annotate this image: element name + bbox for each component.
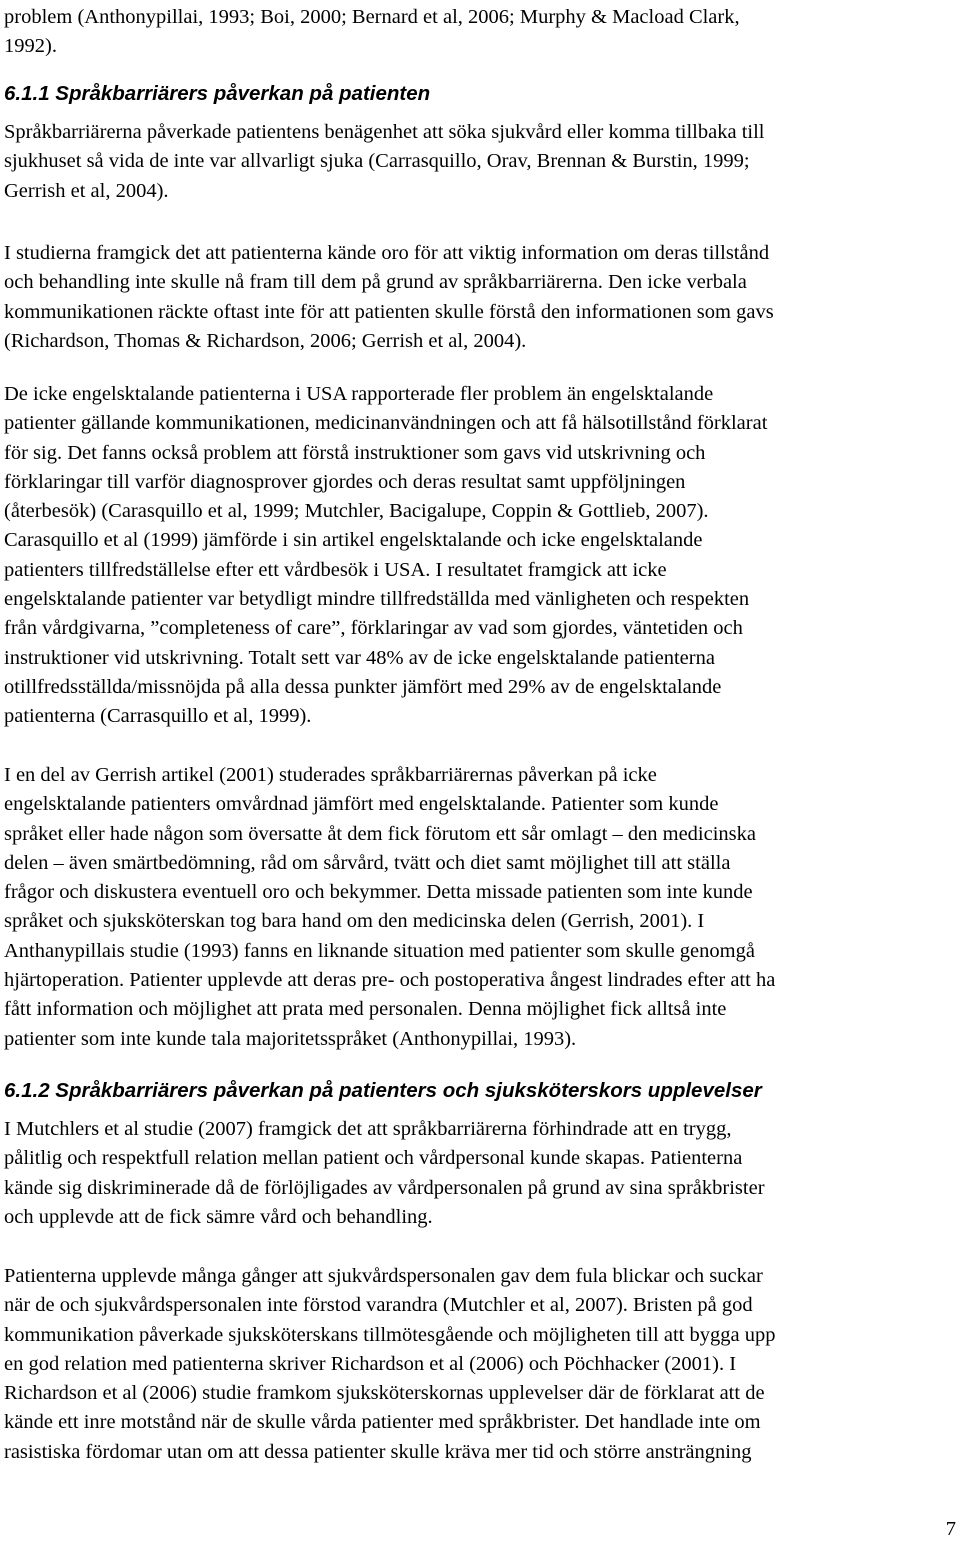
text-line: De icke engelsktalande patienterna i USA rapporterade fler problem än engelsktalande — [4, 383, 714, 405]
text-line: sjukhuset så vida de inte var allvarligt sjuka (Carrasquillo, Orav, Brennan & Burstin, 1999; — [4, 150, 750, 173]
text-line: pålitlig och respektfull relation mellan patient och vårdpersonal kunde skapas. Patienterna — [4, 1147, 743, 1170]
text-line: patienter gällande kommunikationen, medicinanvändningen och att få hälsotillstånd förklarat — [4, 412, 768, 435]
text-line: delen – även smärtbedömning, råd om sårvård, tvätt och diet samt möjlighet till att ställa — [4, 851, 731, 874]
text-line: Patienterna upplevde många gånger att sjukvårdspersonalen gav dem fula blickar och suckar — [4, 1265, 763, 1287]
text-line: språket och sjuksköterskan tog bara hand om den medicinska delen (Gerrish, 2001). I — [4, 910, 705, 933]
text-line: engelsktalande patienter var betydligt mindre tillfredställda med vänligheten och respekten — [4, 588, 750, 611]
text-line: I Mutchlers et al studie (2007) framgick det att språkbarriärerna förhindrade att en trygg, — [4, 1118, 732, 1140]
section-heading-6-1-2: 6.1.2 Språkbarriärers påverkan på patienters och sjuksköterskors upplevelser — [4, 1079, 762, 1102]
text-line: frågor och diskustera eventuell oro och bekymmer. Detta missade patienten som inte kunde — [4, 881, 753, 904]
text-line: kände sig diskriminerade då de förlöjligades av vårdpersonalen på grund av sina språkbrister — [4, 1176, 765, 1199]
text-line: Carasquillo et al (1999) jämförde i sin artikel engelsktalande och icke engelsktalande — [4, 529, 703, 552]
paragraph — [4, 761, 775, 1054]
text-line: I studierna framgick det att patienterna kände oro för att viktig information om deras tillstånd — [4, 242, 770, 264]
paragraph — [4, 380, 767, 732]
text-line: hjärtoperation. Patienter upplevde att deras pre- och postoperativa ångest lindrades efter att ha — [4, 969, 776, 992]
text-line: (återbesök) (Carasquillo et al, 1999; Mutchler, Bacigalupe, Coppin & Gottlieb, 2007). — [4, 500, 709, 523]
text-line: förklaringar till varför diagnosprover gjordes och deras resultat samt uppföljningen — [4, 470, 686, 493]
paragraph — [4, 1115, 765, 1232]
intro-paragraph — [4, 3, 740, 62]
text-line: Anthanypillais studie (1993) fanns en liknande situation med patienter som skulle genomgå — [4, 939, 755, 962]
text-line: problem (Anthonypillai, 1993; Boi, 2000; Bernard et al, 2006; Murphy & Macload Clark, — [4, 6, 740, 28]
text-line: fått information och möjlighet att prata med personalen. Denna möjlighet fick alltså inte — [4, 998, 727, 1021]
text-line: och upplevde att de fick sämre vård och behandling. — [4, 1205, 433, 1228]
text-line: 1992). — [4, 35, 57, 58]
text-line: otillfredsställda/missnöjda på alla dessa punkter jämfört med 29% av de engelsktalande — [4, 675, 722, 698]
text-line: Gerrish et al, 2004). — [4, 179, 169, 202]
text-line: när de och sjukvårdspersonalen inte förstod varandra (Mutchler et al, 2007). Bristen på god — [4, 1294, 753, 1317]
page-number: 7 — [945, 1518, 956, 1540]
paragraph — [4, 1262, 775, 1467]
text-line: I en del av Gerrish artikel (2001) studerades språkbarriärernas påverkan på icke — [4, 764, 657, 786]
text-line: kände ett inre motstånd när de skulle vårda patienter med språkbrister. Det handlade inte om — [4, 1411, 761, 1434]
text-line: engelsktalande patienters omvårdnad jämfört med engelsktalande. Patienter som kunde — [4, 793, 719, 816]
paragraph — [4, 239, 774, 356]
text-line: patienterna (Carrasquillo et al, 1999). — [4, 705, 312, 728]
text-line: för sig. Det fanns också problem att förstå instruktioner som gavs vid utskrivning och — [4, 441, 706, 464]
text-line: kommunikation påverkade sjuksköterskans tillmötesgående och möjligheten till att bygga upp — [4, 1323, 776, 1346]
text-line: från vårdgivarna, ”completeness of care”, förklaringar av vad som gjordes, väntetiden och — [4, 617, 743, 640]
text-line: instruktioner vid utskrivning. Totalt sett var 48% av de icke engelsktalande patienterna — [4, 646, 715, 669]
text-line: Språkbarriärerna påverkade patientens benägenhet att söka sjukvård eller komma tillbaka till — [4, 121, 765, 143]
section-heading-6-1-1: 6.1.1 Språkbarriärers påverkan på patienten — [4, 82, 431, 105]
text-line: en god relation med patienterna skriver Richardson et al (2006) och Pöchhacker (2001). I — [4, 1352, 737, 1375]
paragraph — [4, 118, 764, 206]
text-line: (Richardson, Thomas & Richardson, 2006; Gerrish et al, 2004). — [4, 329, 527, 352]
text-line: patienters tillfredställelse efter ett vårdbesök i USA. I resultatet framgick att icke — [4, 558, 667, 581]
text-line: Richardson et al (2006) studie framkom sjuksköterskornas upplevelser där de förklarat att de — [4, 1382, 765, 1405]
text-line: rasistiska fördomar utan om att dessa patienter skulle kräva mer tid och större ansträngning — [4, 1440, 752, 1463]
text-line: och behandling inte skulle nå fram till dem på grund av språkbarriärerna. Den icke verbala — [4, 271, 747, 294]
text-line: patienter som inte kunde tala majoritetsspråket (Anthonypillai, 1993). — [4, 1027, 577, 1050]
text-line: språket eller hade någon som översatte åt dem fick förutom ett sår omlagt – den medicinska — [4, 822, 756, 845]
text-line: kommunikationen räckte oftast inte för att patienten skulle förstå den informationen som gavs — [4, 300, 774, 323]
